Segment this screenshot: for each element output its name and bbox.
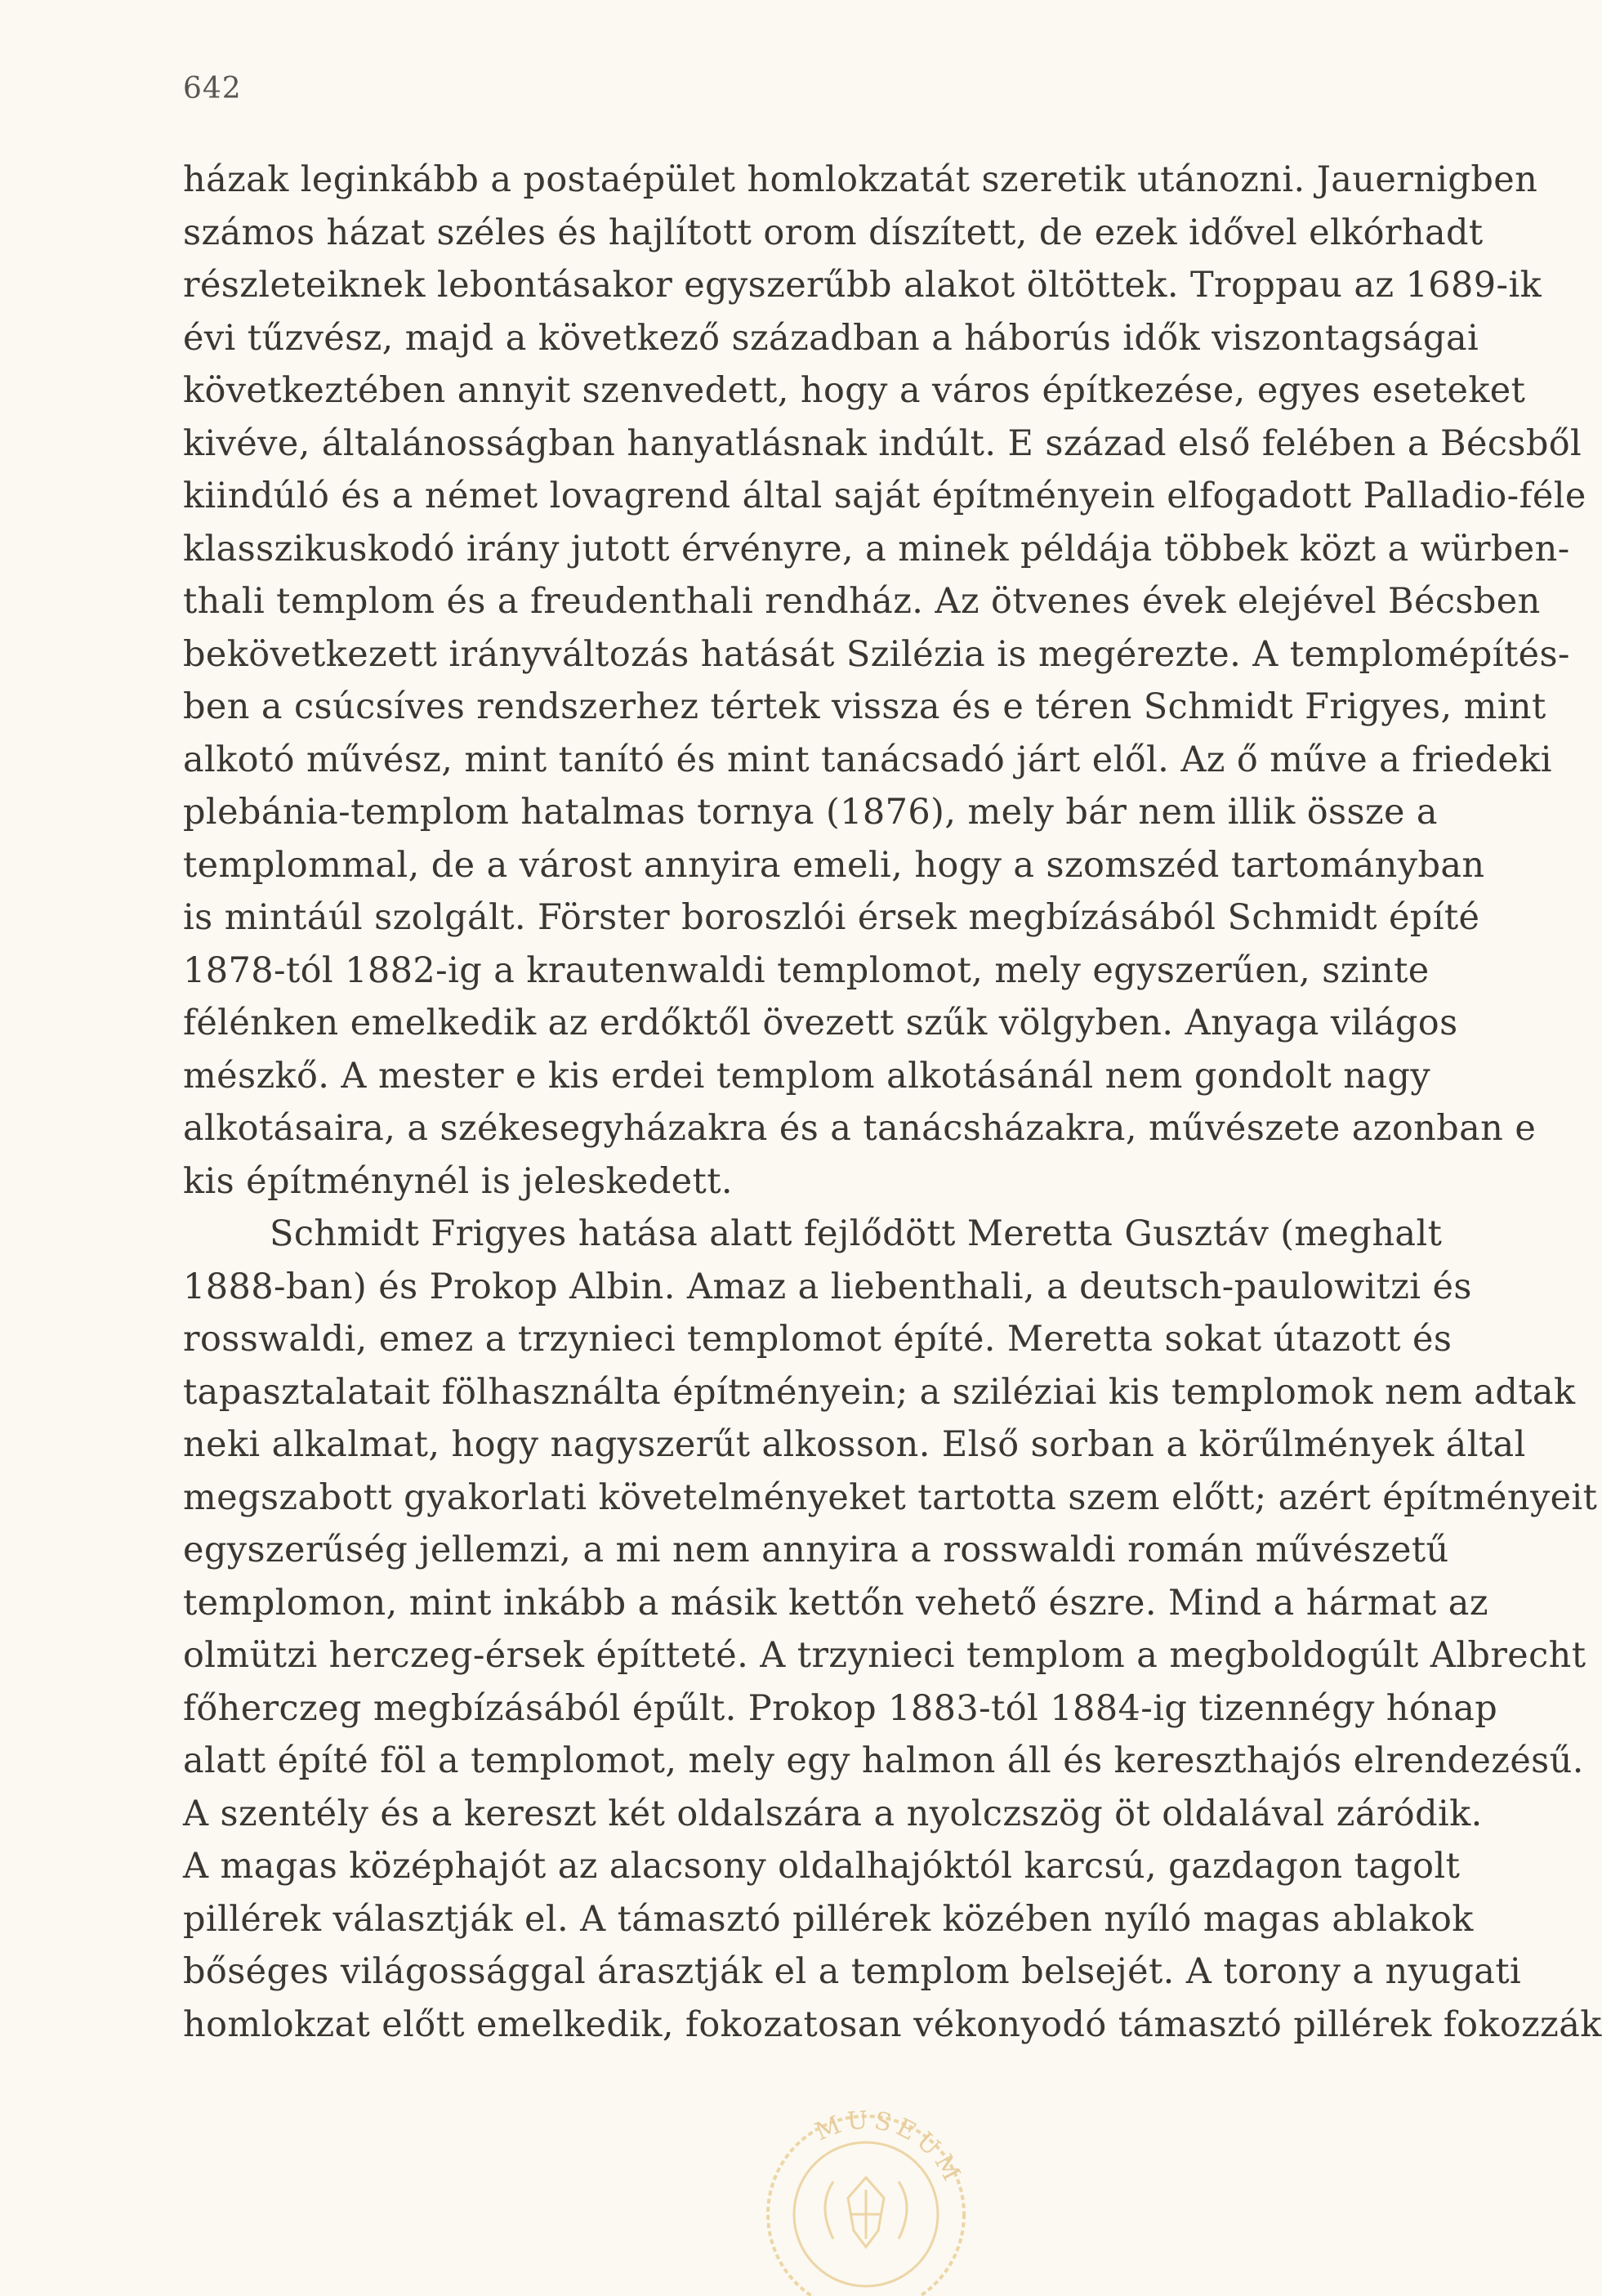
text-line: kivéve, általánosságban hanyatlásnak indúlt. E század első felében a Bécsből [183, 422, 1582, 464]
text-line: alkotásaira, a székesegyházakra és a tanácsházakra, művészete azonban e [183, 1108, 1537, 1149]
text-line: templommal, de a várost annyira emeli, hogy a szomszéd tartományban [183, 844, 1485, 886]
text-line: tapasztalatait fölhasználta építményein; a sziléziai kis templomok nem adtak [183, 1371, 1576, 1413]
text-line: A szentély és a kereszt két oldalszára a nyolczszög öt oldalával záródik. [183, 1793, 1483, 1834]
text-line: bekövetkezett irányváltozás hatását Szilézia is megérezte. A templomépítés- [183, 633, 1570, 675]
text-line: 1888-ban) és Prokop Albin. Amaz a liebenthali, a deutsch-paulowitzi és [183, 1266, 1472, 1307]
page-number: 642 [183, 72, 242, 105]
text-line: alkotó művész, mint tanító és mint tanácsadó járt elől. Az ő műve a friedeki [183, 739, 1552, 780]
text-line: homlokzat előtt emelkedik, fokozatosan vékonyodó támasztó pillérek fokozzák [183, 2003, 1602, 2045]
text-line: rosswaldi, emez a trzynieci templomot építé. Meretta sokat útazott és [183, 1319, 1453, 1360]
text-line: mészkő. A mester e kis erdei templom alkotásánál nem gondolt nagy [183, 1055, 1431, 1097]
text-line: ben a csúcsíves rendszerhez tértek vissza és e téren Schmidt Frigyes, mint [183, 686, 1546, 727]
text-line: pillérek választják el. A támasztó pillérek közében nyíló magas ablakok [183, 1898, 1474, 1940]
text-line: templomon, mint inkább a másik kettőn vehető észre. Mind a hármat az [183, 1582, 1488, 1624]
text-line: évi tűzvész, majd a következő században a háborús idők viszontagságai [183, 317, 1479, 359]
museum-stamp-icon [743, 2092, 988, 2296]
text-line: számos házat széles és hajlított orom díszített, de ezek idővel elkórhadt [183, 212, 1484, 253]
text-line: következtében annyit szenvedett, hogy a város építkezése, egyes eseteket [183, 370, 1526, 411]
text-line: félénken emelkedik az erdőktől övezett szűk völgyben. Anyaga világos [183, 1003, 1458, 1043]
text-line: 1878-tól 1882-ig a krautenwaldi templomot, mely egyszerűen, szinte [183, 949, 1430, 991]
text-line: A magas középhajót az alacsony oldalhajóktól karcsú, gazdagon tagolt [183, 1846, 1461, 1887]
text-line: megszabott gyakorlati követelményeket tartotta szem előtt; azért építményeit [183, 1476, 1598, 1518]
text-line: kis építménynél is jeleskedett. [183, 1160, 733, 1202]
text-line: bőséges világossággal árasztják el a templom belsejét. A torony a nyugati [183, 1951, 1522, 1992]
text-line: thali templom és a freudenthali rendház. Az ötvenes évek elejével Bécsben [183, 581, 1541, 622]
text-line: főherczeg megbízásából épűlt. Prokop 1883-tól 1884-ig tizennégy hónap [183, 1687, 1498, 1729]
text-line: is mintáúl szolgált. Förster boroszlói érsek megbízásából Schmidt építé [183, 897, 1480, 938]
text-line: házak leginkább a postaépület homlokzatát szeretik utánozni. Jauernigben [183, 159, 1538, 200]
body-text [183, 154, 1602, 2051]
text-line: neki alkalmat, hogy nagyszerűt alkosson. Első sorban a körűlmények által [183, 1424, 1526, 1465]
svg-text:MUSEUM [811, 2106, 968, 2190]
text-line: plebánia-templom hatalmas tornya (1876), mely bár nem illik össze a [183, 792, 1438, 833]
text-line: kiindúló és a német lovagrend által saját építményein elfogadott Palladio-féle [183, 476, 1586, 516]
text-line: olmützi herczeg-érsek építteté. A trzynieci templom a megboldogúlt Albrecht [183, 1635, 1586, 1676]
text-line: klasszikuskodó irány jutott érvényre, a minek példája többek közt a würben- [183, 528, 1570, 570]
stamp-text: MUSEUM [810, 2106, 968, 2191]
text-line: részleteiknek lebontásakor egyszerűbb alakot öltöttek. Troppau az 1689-ik [183, 265, 1542, 306]
text-line: alatt építé föl a templomot, mely egy halmon áll és kereszthajós elrendezésű. [183, 1740, 1584, 1781]
text-line: Schmidt Frigyes hatása alatt fejlődött Meretta Gusztáv (meghalt [270, 1213, 1443, 1254]
text-line: egyszerűség jellemzi, a mi nem annyira a rosswaldi román művészetű [183, 1530, 1449, 1570]
